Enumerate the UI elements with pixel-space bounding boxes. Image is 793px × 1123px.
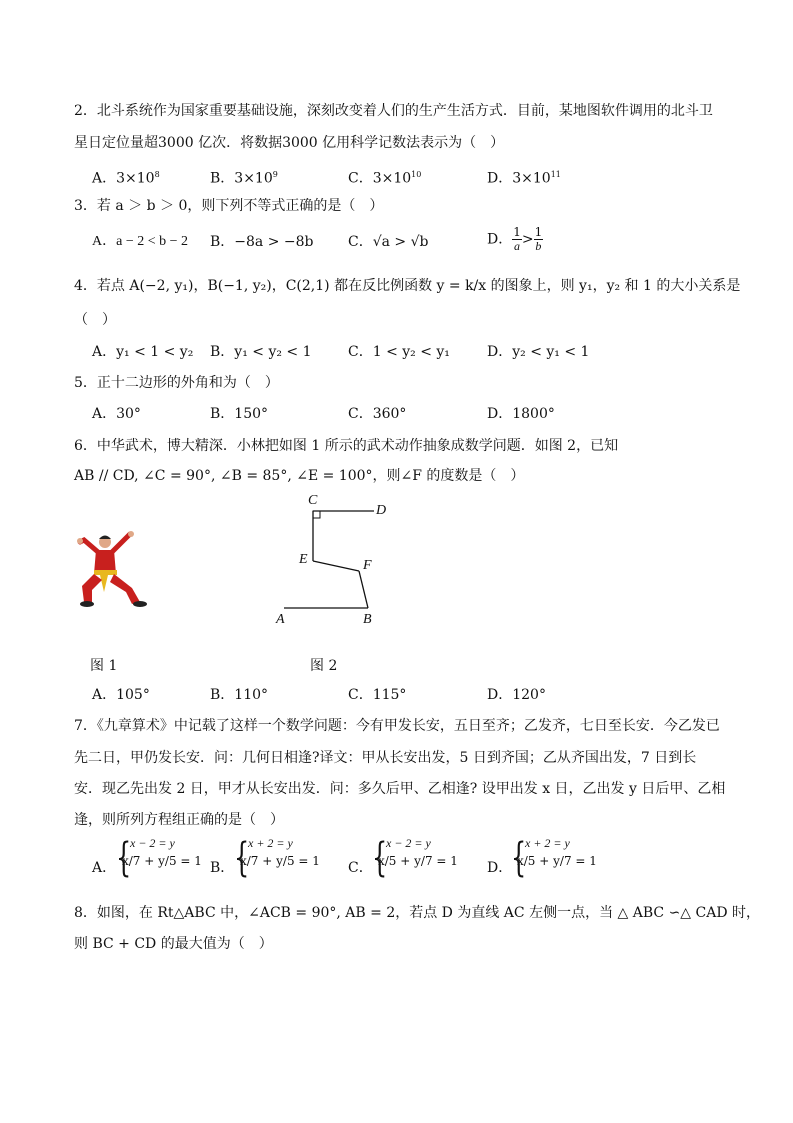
martial-artist-figure — [74, 530, 154, 612]
q3-option-c: C．√a > √b — [348, 234, 429, 250]
q5-option-d: D．1800° — [487, 406, 555, 422]
q2-line1: 2．北斗系统作为国家重要基础设施，深刻改变着人们的生产生活方式．目前，某地图软件调用的北斗卫 — [74, 103, 713, 119]
q6-option-c: C．115° — [348, 687, 407, 703]
q7-option-a-system: { x − 2 = y x/7 + y/5 = 1 — [116, 835, 202, 881]
figure-1-caption: 图 1 — [90, 658, 118, 674]
q4-line2: （ ） — [74, 312, 116, 328]
point-label-b: B — [363, 612, 372, 627]
q6-option-a: A．105° — [92, 687, 150, 703]
q7-option-b-label: B． — [210, 860, 235, 876]
q5-option-c: C．360° — [348, 406, 407, 422]
q2-line2: 星日定位量超3000 亿次．将数据3000 亿用科学记数法表示为（ ） — [74, 135, 505, 151]
q6-line2: AB // CD, ∠C = 90°, ∠B = 85°, ∠E = 100°，则∠F 的度数是（ ） — [74, 468, 525, 484]
q3-option-b: B．−8a > −8b — [210, 234, 314, 250]
q2-option-d: D．$3\times 10^{11}$ — [487, 170, 561, 187]
q7-option-a-label: A． — [92, 860, 117, 876]
q7-option-d-label: D． — [487, 860, 513, 876]
q2-option-c: C．$3\times 10^{10}$ — [348, 170, 422, 187]
q5-option-a: A．30° — [92, 406, 141, 422]
geometry-diagram — [270, 490, 410, 640]
q3-option-d: D． $\frac{1}{a}$ > $\frac{1}{b}$ — [487, 225, 543, 253]
q6-option-d: D．120° — [487, 687, 546, 703]
point-label-e: E — [299, 552, 308, 567]
point-label-a: A — [276, 612, 285, 627]
q7-line3: 安．现乙先出发 2 日，甲才从长安出发．问：多久后甲、乙相逢? 设甲出发 x 日，乙出发 y 日后甲、乙相 — [74, 781, 726, 797]
q7-option-c-label: C． — [348, 860, 373, 876]
q4-option-d: D．y₂ < y₁ < 1 — [487, 344, 590, 360]
q2-option-a: A．$3\times 10^8$ — [92, 170, 160, 187]
q4-option-a: A．y₁ < 1 < y₂ — [92, 344, 194, 360]
q7-option-b-system: { x + 2 = y x/7 + y/5 = 1 — [234, 835, 320, 881]
q8-line1: 8．如图，在 Rt△ABC 中，∠ACB = 90°, AB = 2，若点 D 为直线 AC 左侧一点，当 △ ABC ∽△ CAD 时， — [74, 905, 761, 921]
figure-2-caption: 图 2 — [310, 658, 338, 674]
point-label-f: F — [363, 558, 372, 573]
q5-stem: 5．正十二边形的外角和为（ ） — [74, 375, 279, 391]
q8-line2: 则 BC + CD 的最大值为（ ） — [74, 936, 273, 952]
q2-option-b: B．$3\times 10^9$ — [210, 170, 278, 187]
q4-option-b: B．y₁ < y₂ < 1 — [210, 344, 312, 360]
q6-line1: 6．中华武术，博大精深．小林把如图 1 所示的武术动作抽象成数学问题．如图 2，已知 — [74, 438, 619, 454]
q7-line2: 先二日，甲仍发长安．问：几何日相逢?译文：甲从长安出发，5 日到齐国；乙从齐国出发，7 日到长 — [74, 750, 697, 766]
q6-option-b: B．110° — [210, 687, 269, 703]
q7-option-c-system: { x − 2 = y x/5 + y/7 = 1 — [372, 835, 458, 881]
q3-stem: 3．若 a ＞ b ＞ 0，则下列不等式正确的是（ ） — [74, 198, 384, 214]
q4-line1: 4．若点 A(−2, y₁)，B(−1, y₂)，C(2,1) 都在反比例函数 y = k/x 的图象上，则 y₁，y₂ 和 1 的大小关系是 — [74, 278, 741, 294]
q3-option-a: A．a − 2 < b − 2 — [92, 234, 189, 249]
q4-option-c: C．1 < y₂ < y₁ — [348, 344, 450, 360]
point-label-d: D — [376, 503, 387, 518]
q7-option-d-system: { x + 2 = y x/5 + y/7 = 1 — [511, 835, 597, 881]
q7-line4: 逢，则所列方程组正确的是（ ） — [74, 812, 284, 828]
q7-line1: 7．《九章算术》中记载了这样一个数学问题：今有甲发长安，五日至齐；乙发齐，七日至长安．今乙发已 — [74, 718, 720, 734]
q5-option-b: B．150° — [210, 406, 269, 422]
point-label-c: C — [308, 493, 318, 508]
